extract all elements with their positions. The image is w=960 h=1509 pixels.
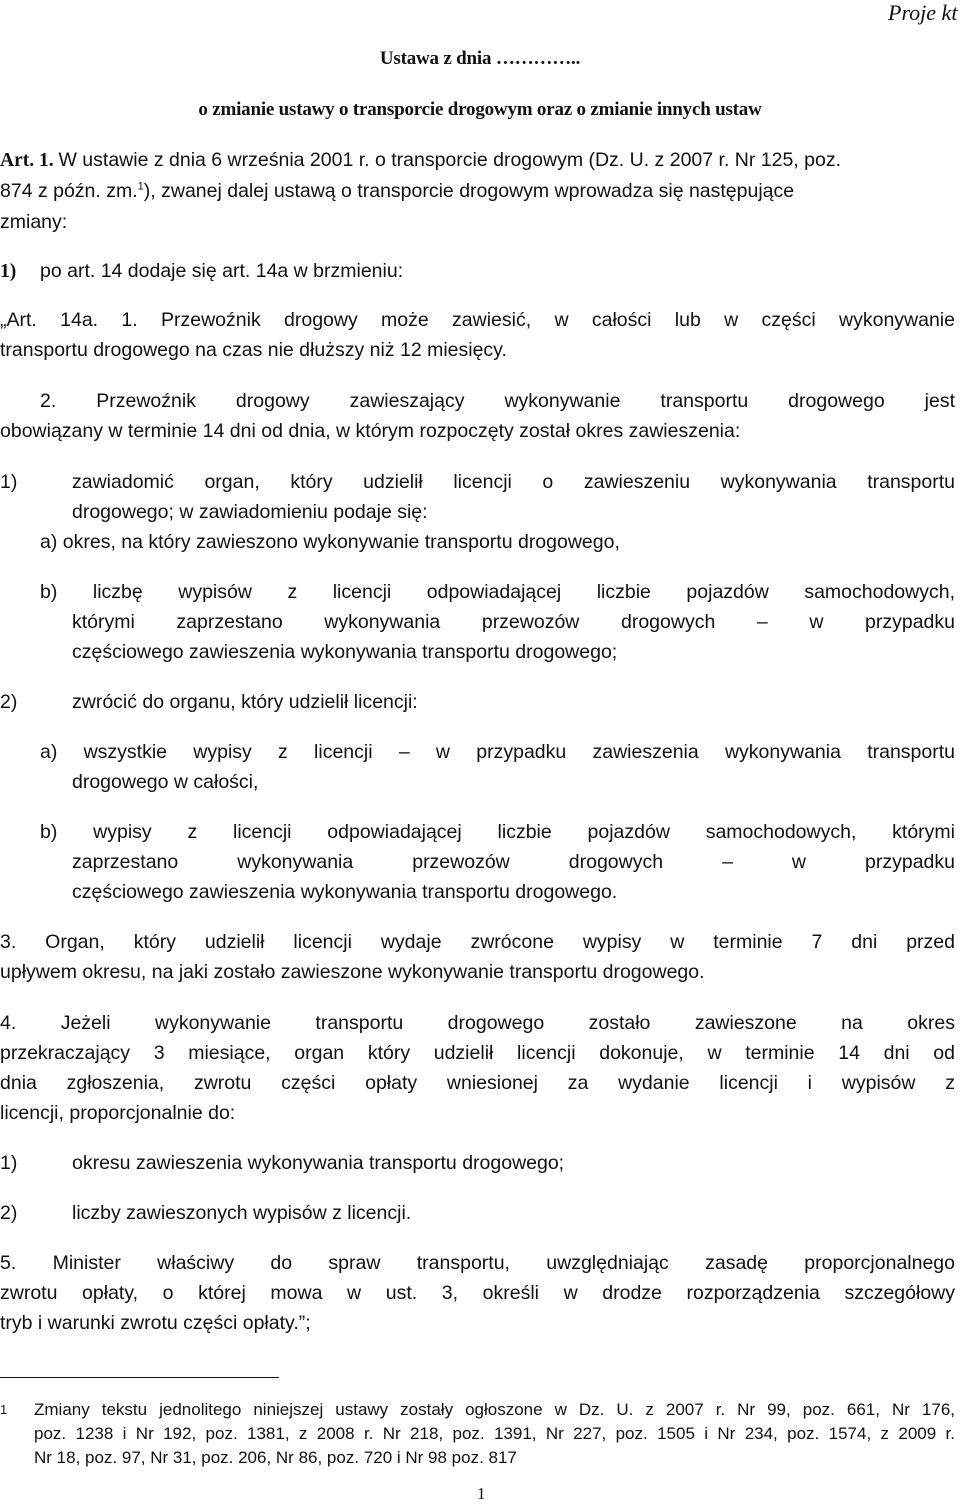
footnote-line1: Zmiany tekstu jednolitego niniejszej ustawy zostały ogłoszone w Dz. U. z 2007 r. Nr 99, poz. 661, Nr 176, [34,1400,955,1419]
footnote-ref: 1 [137,180,144,193]
art1-line2: 874 z późn. zm.$^1$), zwanej dalej ustawą o transporcie drogowym wprowadza się następujące [0,180,795,202]
projekt-label: Proje kt [888,0,958,25]
p4-1-number: 1) [0,1152,18,1174]
p4-2-number: 2) [0,1202,18,1224]
act-title: Ustawa z dnia ………….. [379,48,581,69]
art14a-p2-line2: obowiązany w terminie 14 dni od dnia, w którym rozpoczęty został okres zawieszenia: [0,420,741,442]
p2-2-number: 2) [0,691,18,713]
p2-1-b-line2: którymi zaprzestano wykonywania przewozów drogowych – w przypadku [72,611,955,633]
p2-2-b-line3: częściowego zawieszenia wykonywania transportu drogowego. [72,881,618,903]
p4-1-text: okresu zawieszenia wykonywania transportu drogowego; [72,1152,565,1174]
footnote-number: 1 [0,1402,8,1417]
art14a-lead: „Art. 14a. 1. Przewoźnik drogowy może zawiesić, w całości lub w części wykonywanie [0,309,955,331]
art14a-p2-line1: 2. Przewoźnik drogowy zawieszający wykonywanie transportu drogowego jest [40,390,955,412]
p2-1-number: 1) [0,471,18,493]
art1-line3: zmiany: [0,211,68,233]
act-subtitle: o zmianie ustawy o transporcie drogowym oraz o zmianie innych ustaw [198,99,762,120]
p4-line1: 4. Jeżeli wykonywanie transportu drogowego zostało zawieszone na okres [0,1012,955,1034]
p5-line3: tryb i warunki zwrotu części opłaty.”; [0,1312,311,1334]
p2-2-a-line2: drogowego w całości, [72,771,259,793]
p2-1-line1: zawiadomić organ, który udzielił licencji o zawieszeniu wykonywania transportu [72,471,955,493]
p2-2-text: zwrócić do organu, który udzielił licencji: [72,691,418,713]
art14a-lead2: transportu drogowego na czas nie dłuższy niż 12 miesięcy. [0,339,507,361]
p2-2-b-line2: zaprzestano wykonywania przewozów drogowych – w przypadku [72,851,955,873]
item1-number: 1) [0,261,17,282]
art1-label: Art. 1. [0,150,54,171]
p3-line2: upływem okresu, na jaki zostało zawieszone wykonywanie transportu drogowego. [0,961,705,983]
p2-1-b-line3: częściowego zawieszenia wykonywania transportu drogowego; [72,641,618,663]
footnote-line2: poz. 1238 i Nr 192, poz. 1381, z 2008 r. Nr 218, poz. 1391, Nr 227, poz. 1505 i Nr 234, poz. 1574, z 2009 r. [34,1424,955,1443]
p2-1-line2: drogowego; w zawiadomieniu podaje się: [72,501,428,523]
p4-2-text: liczby zawieszonych wypisów z licencji. [72,1202,412,1224]
p2-1-b-line1: b) liczbę wypisów z licencji odpowiadającej liczbie pojazdów samochodowych, [40,581,955,603]
p2-2-a-line1: a) wszystkie wypisy z licencji – w przypadku zawieszenia wykonywania transportu [40,741,955,763]
p4-line3: dnia zgłoszenia, zwrotu części opłaty wniesionej za wydanie licencji i wypisów z [0,1072,955,1094]
p5-line2: zwrotu opłaty, o której mowa w ust. 3, określi w drodze rozporządzenia szczegółowy [0,1282,955,1304]
item1-text: po art. 14 dodaje się art. 14a w brzmieniu: [40,260,404,282]
p3-line1: 3. Organ, który udzielił licencji wydaje zwrócone wypisy w terminie 7 dni przed [0,931,955,953]
p2-2-b-line1: b) wypisy z licencji odpowiadającej liczbie pojazdów samochodowych, którymi [40,821,955,843]
p4-line4: licencji, proporcjonalnie do: [0,1102,236,1124]
footnote-line3: Nr 18, poz. 97, Nr 31, poz. 206, Nr 86, poz. 720 i Nr 98 poz. 817 [34,1448,517,1467]
p4-line2: przekraczający 3 miesiące, organ który udzielił licencji dokonuje, w terminie 14 dni od [0,1042,955,1064]
p5-line1: 5. Minister właściwy do spraw transportu, uwzględniając zasadę proporcjonalnego [0,1252,955,1274]
art1-line1: Art. 1. W ustawie z dnia 6 września 2001 r. o transporcie drogowym (Dz. U. z 2007 r. Nr 125, poz. [0,149,841,171]
footnote-separator [0,1377,279,1378]
page-number: 1 [477,1484,486,1503]
p2-1-a: a) okres, na który zawieszono wykonywanie transportu drogowego, [40,531,620,553]
